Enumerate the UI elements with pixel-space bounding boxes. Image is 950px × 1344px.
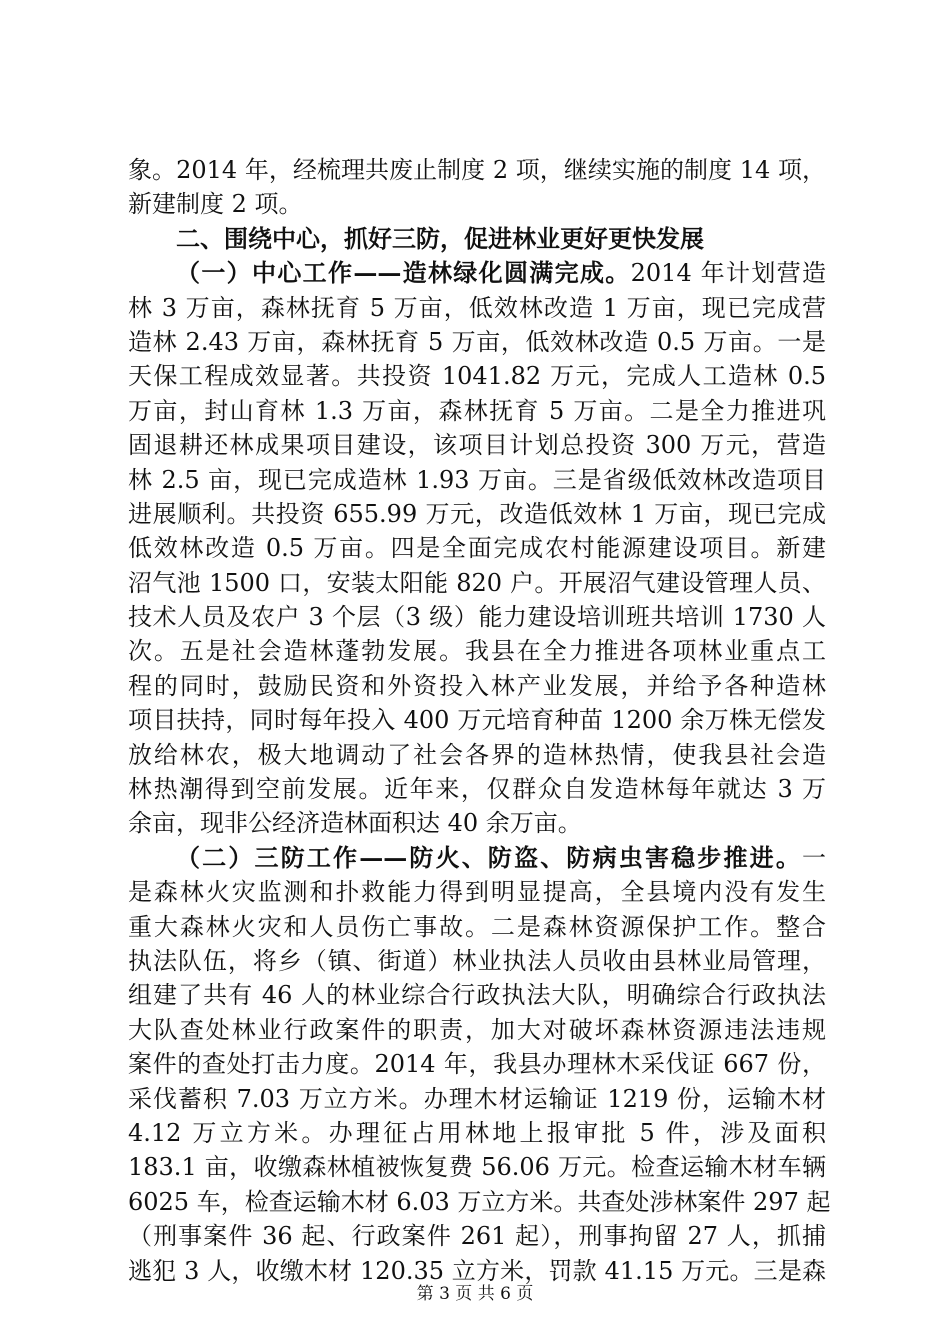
body-line: 次。五是社会造林蓬勃发展。我县在全力推进各项林业重点工: [128, 637, 826, 666]
body-line: 万亩，封山育林 1.3 万亩，森林抚育 5 万亩。二是全力推进巩: [128, 396, 826, 425]
body-line: 进展顺利。共投资 655.99 万元，改造低效林 1 万亩，现已完成: [128, 499, 826, 528]
body-line: 采伐蓄积 7.03 万立方米。办理木材运输证 1219 份，运输木材: [128, 1084, 826, 1113]
body-line: 天保工程成效显著。共投资 1041.82 万元，完成人工造林 0.5: [128, 362, 826, 391]
paragraph-title: （一）中心工作——造林绿化圆满完成。: [176, 258, 631, 288]
body-line: 183.1 亩，收缴森林植被恢复费 56.06 万元。检查运输木材车辆: [128, 1153, 826, 1182]
page-number-footer: 第 3 页 共 6 页: [416, 1284, 534, 1304]
body-line: 技术人员及农户 3 个层（3 级）能力建设培训班共培训 1730 人: [128, 603, 826, 632]
paragraph-text: 一: [802, 843, 826, 872]
body-line: 大队查处林业行政案件的职责，加大对破坏森林资源违法违规: [128, 1015, 826, 1044]
body-line: 余亩，现非公经济造林面积达 40 余万亩。: [128, 809, 582, 838]
body-line: 项目扶持，同时每年投入 400 万元培育种苗 1200 余万株无偿发: [128, 706, 826, 735]
body-line: 案件的查处打击力度。2014 年，我县办理林木采伐证 667 份，: [128, 1050, 826, 1079]
body-line: 6025 车，检查运输木材 6.03 万立方米。共查处涉林案件 297 起: [128, 1187, 831, 1216]
body-line: 重大森林火灾和人员伤亡事故。二是森林资源保护工作。整合: [128, 912, 826, 941]
body-line: 组建了共有 46 人的林业综合行政执法大队，明确综合行政执法: [128, 981, 826, 1010]
body-line: 执法队伍，将乡（镇、街道）林业执法人员收由县林业局管理，: [128, 946, 826, 975]
paragraph-text: 2014 年计划营造: [630, 259, 827, 288]
body-line: 逃犯 3 人，收缴木材 120.35 立方米，罚款 41.15 万元。三是森: [128, 1256, 826, 1285]
body-line: 固退耕还林成果项目建设，该项目计划总投资 300 万元，营造: [128, 431, 826, 460]
body-line: 林 2.5 亩，现已完成造林 1.93 万亩。三是省级低效林改造项目: [128, 465, 826, 494]
paragraph-first-line: [128, 256, 826, 290]
body-line: 沼气池 1500 口，安装太阳能 820 户。开展沼气建设管理人员、: [128, 568, 826, 597]
body-line: 程的同时，鼓励民资和外资投入林产业发展，并给予各种造林: [128, 671, 826, 700]
body-line: 林热潮得到空前发展。近年来，仅群众自发造林每年就达 3 万: [128, 775, 826, 804]
body-line: 4.12 万立方米。办理征占用林地上报审批 5 件，涉及面积: [128, 1118, 826, 1147]
section-heading: 二、围绕中心，抓好三防，促进林业更好更快发展: [176, 223, 704, 253]
body-line: （刑事案件 36 起、行政案件 261 起），刑事拘留 27 人，抓捕: [128, 1222, 826, 1251]
paragraph-first-line: [128, 841, 826, 875]
document-body: [128, 153, 831, 1288]
body-line: 造林 2.43 万亩，森林抚育 5 万亩，低效林改造 0.5 万亩。一是: [128, 327, 826, 356]
body-line: 象。2014 年，经梳理共废止制度 2 项，继续实施的制度 14 项，: [128, 156, 826, 184]
paragraph-title: （二）三防工作——防火、防盗、防病虫害稳步推进。: [176, 842, 802, 872]
body-line: 林 3 万亩，森林抚育 5 万亩，低效林改造 1 万亩，现已完成营: [128, 293, 826, 322]
body-line: 新建制度 2 项。: [128, 190, 303, 219]
body-line: 放给林农，极大地调动了社会各界的造林热情，使我县社会造: [128, 740, 826, 769]
body-line: 低效林改造 0.5 万亩。四是全面完成农村能源建设项目。新建: [128, 534, 826, 563]
body-line: 是森林火灾监测和扑救能力得到明显提高，全县境内没有发生: [128, 878, 826, 907]
